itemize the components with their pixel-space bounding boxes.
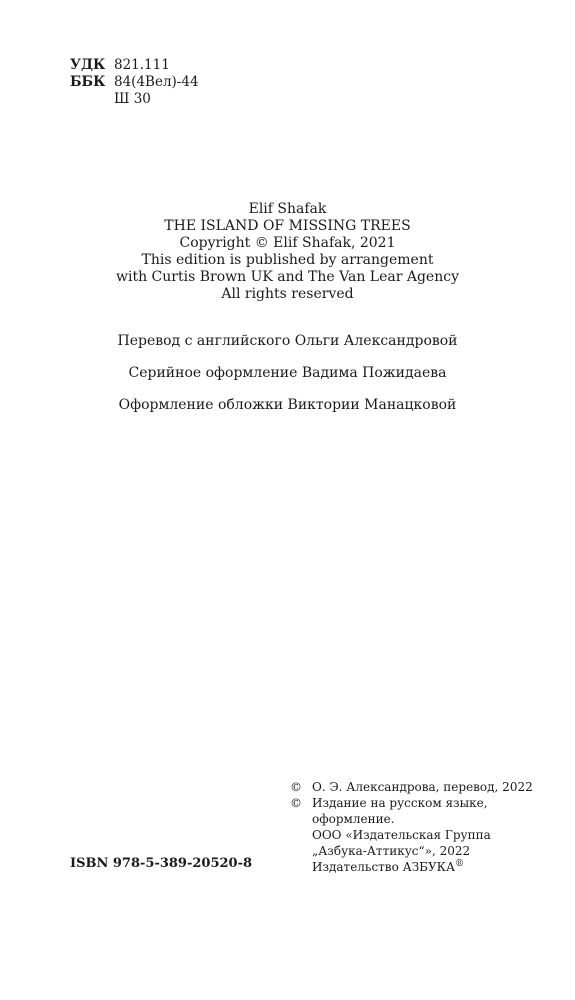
copyright-block [290, 779, 533, 875]
edition-copyright: Издание на русском языке, [312, 796, 488, 810]
copyright-edition-line [290, 795, 533, 811]
cover-design-credit: Оформление обложки Виктории Манацковой [118, 397, 457, 413]
translation-credit: Перевод с английского Ольги Александровой [117, 333, 458, 349]
edition-note-line-2: with Curtis Brown UK and The Van Lear Agency [116, 269, 459, 285]
udk-row [70, 57, 199, 74]
copyright-symbol: © [290, 796, 302, 810]
copyright-line: Copyright © Elif Shafak, 2021 [179, 235, 396, 251]
series-design-credit: Серийное оформление Вадима Пожидаева [128, 365, 447, 381]
publisher-imprint: Издательство АЗБУКА [312, 860, 456, 874]
translation-copyright: О. Э. Александрова, перевод, 2022 [312, 780, 533, 794]
rights-line: All rights reserved [221, 286, 354, 302]
original-title: THE ISLAND OF MISSING TREES [164, 218, 411, 234]
original-edition-block [0, 201, 575, 303]
edition-note-line-1: This edition is published by arrangement [141, 252, 434, 268]
isbn: ISBN 978-5-389-20520-8 [70, 856, 253, 871]
publisher-group-line: ООО «Издательская Группа [312, 828, 491, 842]
author-mark-value: Ш 30 [114, 91, 151, 107]
author-name: Elif Shafak [248, 201, 327, 217]
bbk-row [70, 74, 199, 91]
author-mark-key [70, 91, 114, 108]
classification-block [70, 57, 199, 108]
copyright-symbol: © [290, 780, 302, 794]
edition-copyright-cont: оформление. [312, 812, 395, 826]
publisher-imprint-line [290, 859, 533, 875]
credits-block [0, 333, 575, 429]
publisher-name-line: „Азбука-Аттикус“», 2022 [312, 844, 471, 858]
bbk-value: 84(4Вел)-44 [114, 74, 199, 90]
copyright-translation-line [290, 779, 533, 795]
registered-mark: ® [455, 859, 465, 869]
bbk-key: ББК [70, 74, 106, 90]
author-mark-row [70, 91, 199, 108]
udk-key: УДК [70, 57, 106, 73]
udk-value: 821.111 [114, 57, 170, 73]
